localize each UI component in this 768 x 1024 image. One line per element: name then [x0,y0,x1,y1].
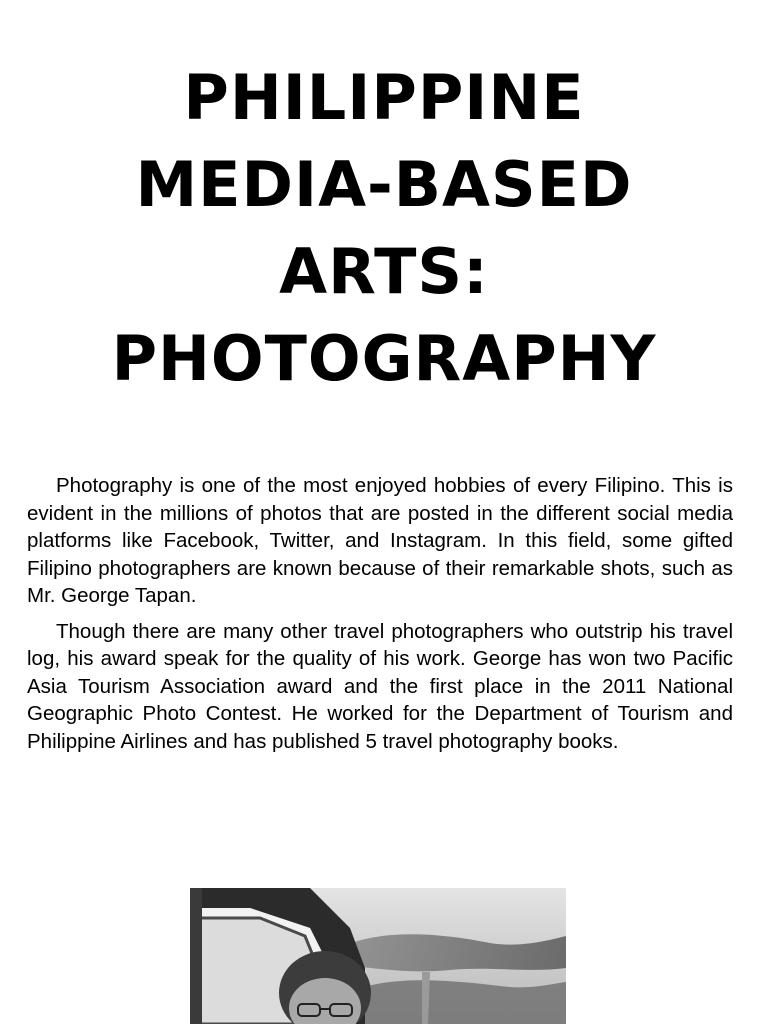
title-line: ARTS: [279,235,489,308]
photo-illustration [190,888,566,1024]
article-body [27,472,733,763]
title-line: MEDIA-BASED [135,148,633,221]
document-title [0,54,768,402]
title-line: PHILIPPINE [183,61,585,134]
paragraph: Photography is one of the most enjoyed hobbies of every Filipino. This is evident in the millions of photos that are posted in the different social media platforms like Facebook, Twitter, and Instagram. In this field, some gifted Filipino photographers are known because of their remarkable shots, such as Mr. George Tapan. [27,474,733,607]
paragraph: Though there are many other travel photographers who outstrip his travel log, his award speak for the quality of his work. George has won two Pacific Asia Tourism Association award and the first place in the 2011 National Geographic Photo Contest. He worked for the Department of Tourism and Philippine Airlines and has published 5 travel photography books. [27,619,733,753]
photographer-photo [190,888,566,1024]
title-line: PHOTOGRAPHY [111,322,657,395]
